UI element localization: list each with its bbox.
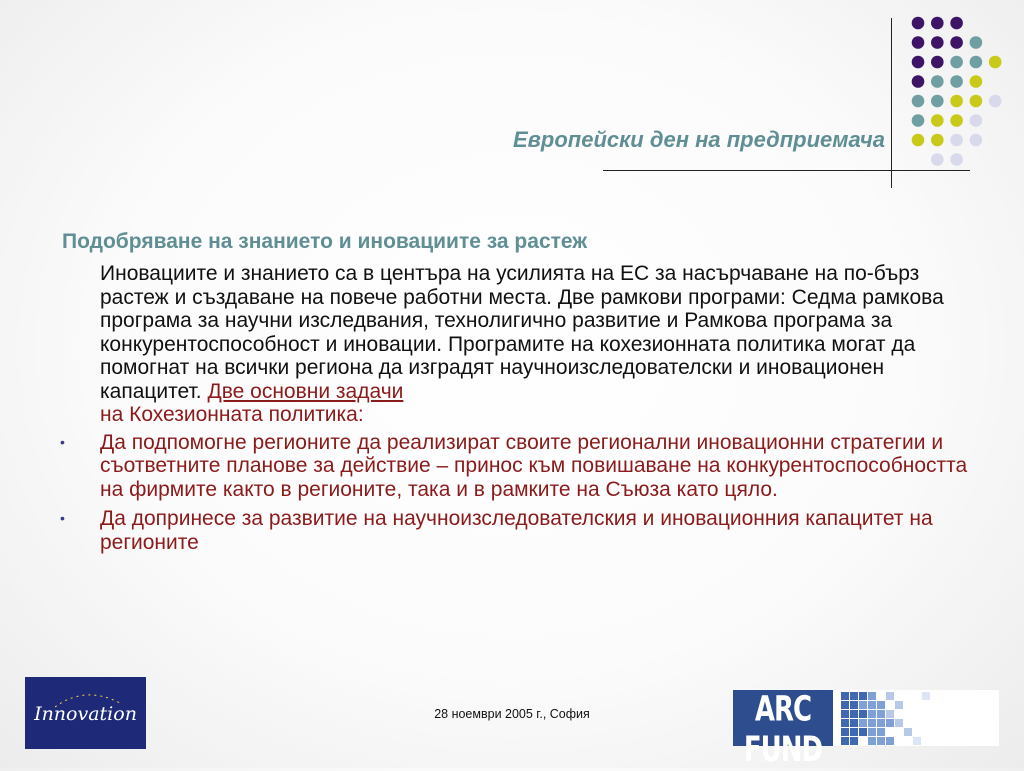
decorative-dot bbox=[950, 17, 963, 30]
decorative-dot bbox=[970, 36, 983, 49]
decorative-dot bbox=[950, 56, 963, 69]
decorative-dot bbox=[970, 75, 983, 88]
decorative-dot bbox=[912, 95, 925, 108]
decorative-dot bbox=[912, 75, 925, 88]
pixel-square bbox=[868, 692, 876, 700]
decorative-dot bbox=[950, 114, 963, 127]
decorative-dot bbox=[912, 134, 925, 147]
pixel-square bbox=[886, 692, 894, 700]
pixel-square bbox=[877, 710, 885, 718]
page-title: Европейски ден на предприемача bbox=[512, 127, 885, 152]
header-vertical-rule bbox=[891, 18, 892, 188]
pixel-square bbox=[895, 701, 903, 709]
header-horizontal-rule bbox=[603, 170, 970, 171]
pixel-square bbox=[868, 737, 876, 745]
bullet-icon: • bbox=[60, 433, 65, 450]
decorative-dot bbox=[950, 134, 963, 147]
decorative-dot bbox=[931, 75, 944, 88]
pixel-square bbox=[913, 737, 921, 745]
pixel-square bbox=[859, 710, 867, 718]
pixel-square bbox=[859, 719, 867, 727]
list-item-text: Да допринесе за развитие на научноизследователския и иновационния капацитет на регионите bbox=[100, 507, 933, 554]
section-heading: Подобряване на знанието и иновациите за растеж bbox=[62, 230, 588, 253]
footer-date: 28 ноември 2005 г., София bbox=[434, 707, 590, 721]
decorative-dot bbox=[970, 134, 983, 147]
decorative-dot bbox=[989, 95, 1002, 108]
pixel-square bbox=[868, 719, 876, 727]
pixel-square bbox=[895, 719, 903, 727]
decorative-dot bbox=[950, 75, 963, 88]
pixel-square bbox=[850, 692, 858, 700]
pixel-square bbox=[886, 719, 894, 727]
list-item bbox=[60, 507, 970, 554]
pixel-square bbox=[841, 692, 849, 700]
decorative-dot bbox=[912, 17, 925, 30]
bullet-icon: • bbox=[60, 510, 65, 526]
pixel-square bbox=[877, 719, 885, 727]
pixel-square bbox=[877, 737, 885, 745]
pixel-square bbox=[841, 710, 849, 718]
pixel-pattern-icon bbox=[833, 690, 999, 746]
decorative-dot bbox=[950, 153, 963, 166]
body-text bbox=[60, 262, 970, 560]
pixel-square bbox=[859, 701, 867, 709]
pixel-square bbox=[850, 710, 858, 718]
list-item-text: Да подпомогне регионите да реализират своите регионални иновационни стратегии и съответните планове за действие – принос към повишаване на конкурентоспособността на фирмите както в регионите, така и в рамките на Съюза като цяло. bbox=[100, 430, 968, 501]
pixel-square bbox=[868, 701, 876, 709]
decorative-dot bbox=[931, 114, 944, 127]
pixel-square bbox=[886, 710, 894, 718]
decorative-dot bbox=[989, 56, 1002, 69]
decorative-dot bbox=[931, 134, 944, 147]
intro-text: Иновациите и знанието са в центъра на усилията на ЕС за насърчаване на по-бърз растеж и създаване на повече работни места. Две рамкови програми: Седма рамкова програма за научни изследвания, технолигично развитие и Рамкова програма за конкурентоспособност и иновации. Програмите на кохезионната политика могат да помогнат на всички региона да изградят научноизследователски и иновационен капацитет. bbox=[100, 262, 944, 403]
pixel-square bbox=[868, 728, 876, 736]
pixel-square bbox=[859, 728, 867, 736]
intro-paragraph bbox=[100, 262, 970, 427]
decorative-dot bbox=[931, 153, 944, 166]
pixel-square bbox=[877, 728, 885, 736]
decorative-dot bbox=[970, 95, 983, 108]
decorative-dot bbox=[912, 56, 925, 69]
decorative-dot bbox=[970, 114, 983, 127]
innovation-logo-text: Innovation bbox=[34, 703, 137, 725]
pixel-square bbox=[850, 728, 858, 736]
list-item bbox=[60, 430, 970, 502]
pixel-square bbox=[922, 692, 930, 700]
decorative-dot bbox=[950, 95, 963, 108]
arc-fund-box bbox=[733, 689, 833, 771]
pixel-square bbox=[886, 737, 894, 745]
decorative-dot bbox=[970, 56, 983, 69]
pixel-square bbox=[841, 701, 849, 709]
pixel-square bbox=[904, 728, 912, 736]
tasks-list bbox=[60, 430, 970, 555]
tasks-link[interactable]: Две основни задачи bbox=[207, 379, 404, 403]
pixel-square bbox=[850, 719, 858, 727]
arc-fund-text: ARC FUND bbox=[743, 689, 823, 771]
arc-fund-logo bbox=[733, 689, 999, 771]
decorative-dot bbox=[931, 95, 944, 108]
decorative-dot bbox=[931, 36, 944, 49]
decorative-dot bbox=[912, 36, 925, 49]
pixel-square bbox=[859, 692, 867, 700]
pixel-square bbox=[850, 701, 858, 709]
decorative-dot bbox=[912, 114, 925, 127]
pixel-square bbox=[841, 728, 849, 736]
pixel-square bbox=[850, 737, 858, 745]
decorative-dot bbox=[950, 36, 963, 49]
tasks-link-continuation[interactable]: на Кохезионната политика: bbox=[100, 403, 364, 426]
pixel-square bbox=[877, 701, 885, 709]
pixel-square bbox=[868, 710, 876, 718]
decorative-dot bbox=[931, 17, 944, 30]
pixel-square bbox=[841, 719, 849, 727]
pixel-square bbox=[841, 737, 849, 745]
decorative-dot bbox=[931, 56, 944, 69]
